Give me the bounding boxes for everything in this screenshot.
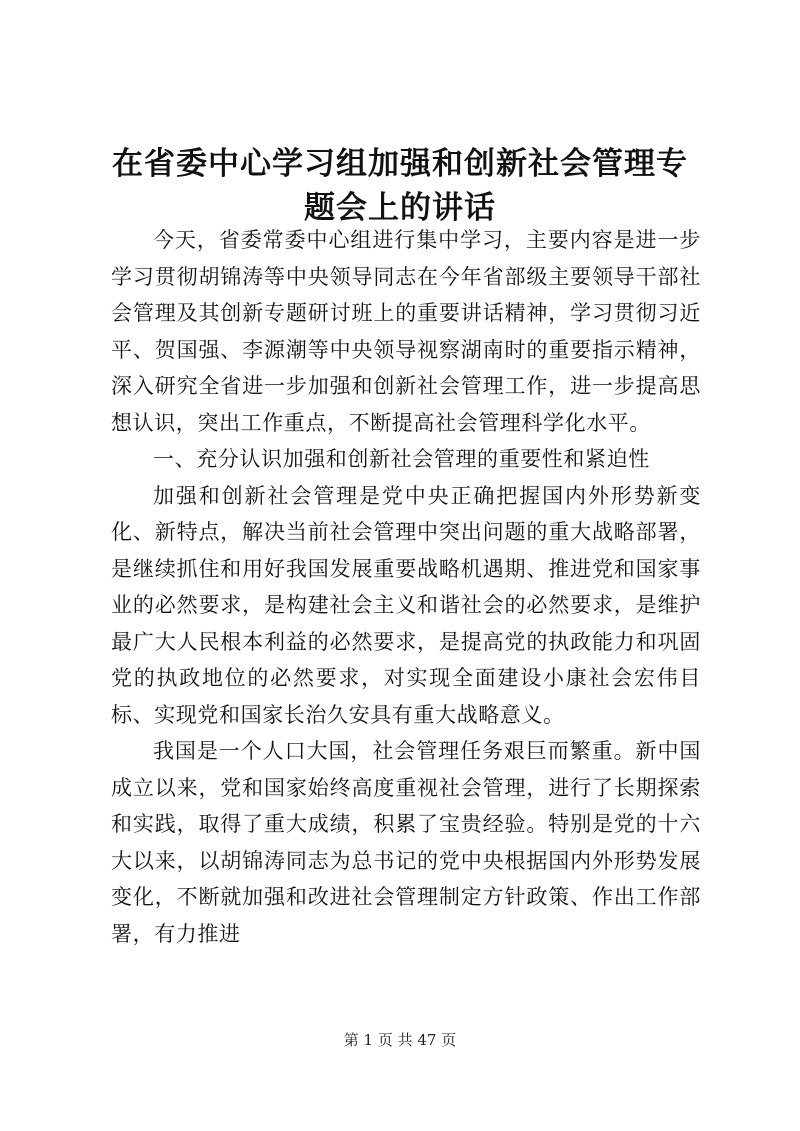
section-heading: 一、充分认识加强和创新社会管理的重要性和紧迫性 <box>153 447 650 471</box>
paragraph-intro: 今天，省委常委中心组进行集中学习，主要内容是进一步学习贯彻胡锦涛等中央领导同志在今年省部级主要领导干部社会管理及其创新专题研讨班上的重要讲话精神，学习贯彻习近平、贺国强、李源潮等中央领导视察湖南时的重要指示精神，深入研究全省进一步加强和创新社会管理工作，进一步提高思想认识，突出工作重点，不断提高社会管理科学化水平。 <box>111 228 701 435</box>
document-title: 在省委中心学习组加强和创新社会管理专题会上的讲话 <box>112 146 688 226</box>
paragraph-background: 我国是一个人口大国，社会管理任务艰巨而繁重。新中国成立以来，党和国家始终高度重视社会管理，进行了长期探索和实践，取得了重大成绩，积累了宝贵经验。特别是党的十六大以来，以胡锦涛同志为总书记的党中央根据国内外形势发展变化，不断就加强和改进社会管理制定方针政策、作出工作部署，有力推进 <box>111 739 701 946</box>
paragraph-importance: 加强和创新社会管理是党中央正确把握国内外形势新变化、新特点，解决当前社会管理中突出问题的重大战略部署，是继续抓住和用好我国发展重要战略机遇期、推进党和国家事业的必然要求，是构建社会主义和谐社会的必然要求，是维护最广大人民根本利益的必然要求，是提高党的执政能力和巩固党的执政地位的必然要求，对实现全面建设小康社会宏伟目标、实现党和国家长治久安具有重大战略意义。 <box>111 483 701 727</box>
page-number-footer: 第 1 页 共 47 页 <box>343 1031 457 1049</box>
document-body <box>111 222 701 952</box>
